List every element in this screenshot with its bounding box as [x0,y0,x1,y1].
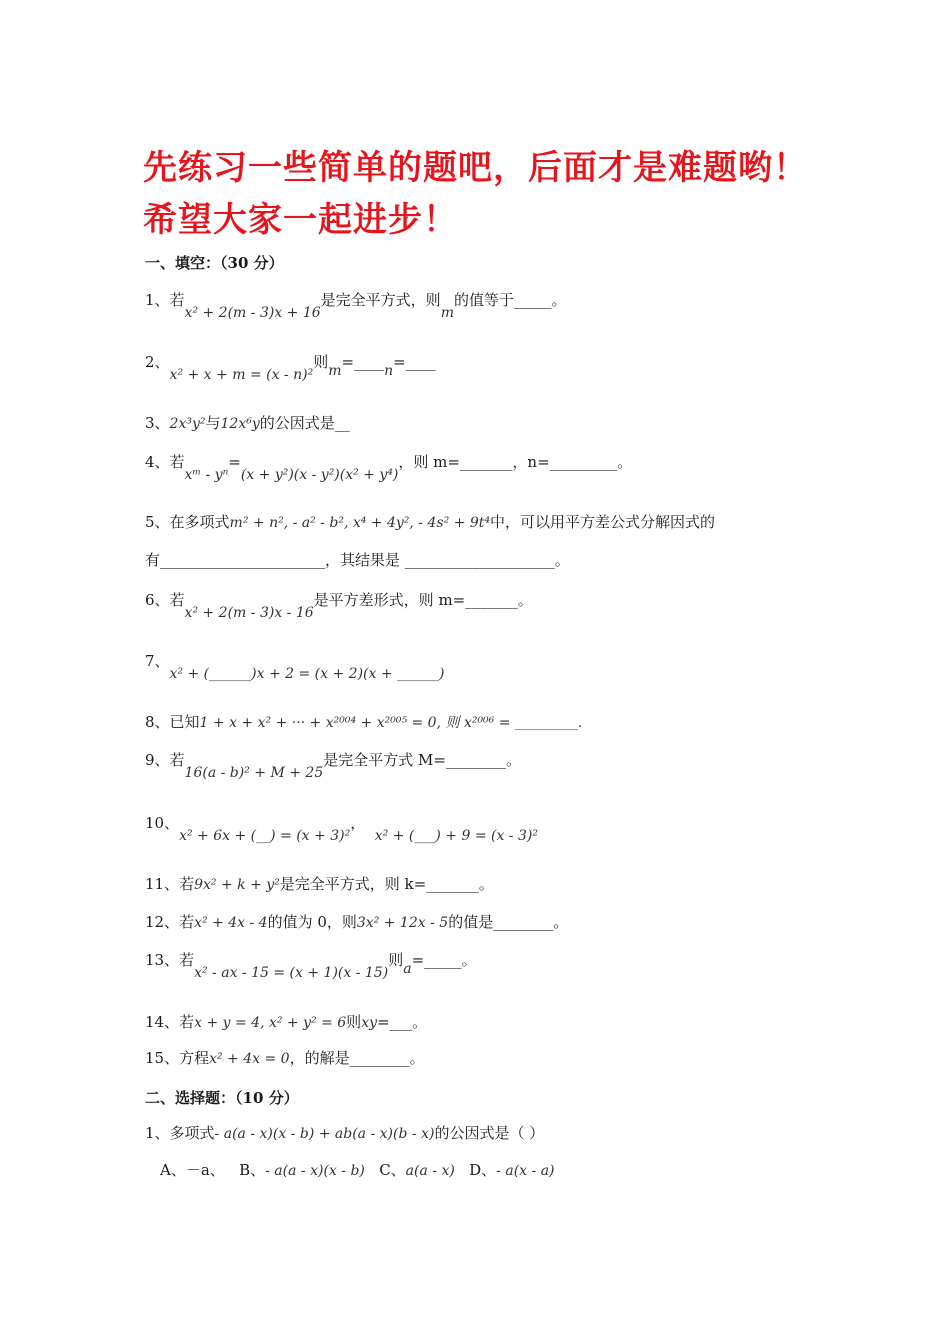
question-2 [145,352,436,383]
question-tail: 的公因式是（ ） [434,1124,545,1142]
option-c: a(a - x) [405,1163,455,1179]
question-number: 10、 [145,814,180,832]
option-d-label: D、 [469,1161,497,1179]
separator: ， [350,814,366,832]
math-expression: x² + 2(m - 3)x - 16 [184,605,314,621]
question-number: 13、若 [145,951,195,969]
question-tail: ______________________，其结果是 ____________________。 [160,551,570,569]
question-number: 1、若 [145,291,185,309]
question-tail: =_____。 [411,951,477,969]
option-b-label: B、 [239,1161,266,1179]
option-a: A、－a、 [160,1161,225,1179]
question-7 [145,651,445,682]
math-variable: m [328,363,342,379]
math-expression: x² + x + m = (x - n)² [169,367,314,383]
question-tail: 是完全平方式，则 k=_______。 [279,875,494,893]
math-expression: 3x² + 12x - 5 [356,915,449,931]
question-number: 6、若 [145,591,185,609]
math-expression: 16(a - b)² + M + 25 [184,765,324,781]
question-text: 有 [145,551,161,569]
question-tail: 是完全平方式 M=________。 [323,751,521,769]
math-variable: n [384,363,394,379]
math-expression: 9x² + k + y² [194,877,280,893]
question-5 [145,512,715,533]
question-number: 14、若 [145,1013,195,1031]
question-number: 15、方程 [145,1049,210,1067]
math-expression: x² + (______)x + 2 = (x + 2)(x + ______) [169,666,445,682]
question-tail: ，则 m=_______，n=_________。 [398,453,633,471]
question-10 [145,813,538,844]
math-expression: x² + 4x - 4 [194,915,268,931]
question-tail: 的值等于_____。 [453,291,567,309]
math-expression: 2x³y² [169,416,206,432]
question-12 [145,912,568,933]
section-1-title: 一、填空：（30 分） [145,254,284,272]
math-expression: xᵐ - yⁿ [184,467,229,483]
question-tail: =____ [393,353,436,371]
question-number: 11、若 [145,875,195,893]
question-tail: 是平方差形式，则 m=_______。 [313,591,533,609]
math-expression: - a(a - x)(x - b) + ab(a - x)(b - x) [214,1126,435,1142]
choice-options [160,1160,555,1181]
choice-question-1 [145,1123,544,1144]
question-6 [145,590,533,621]
question-3 [145,413,350,434]
question-number: 2、 [145,353,170,371]
question-1 [145,290,567,321]
math-expression: x² + 4x = 0 [209,1051,290,1067]
banner-line-1: 先练习一些简单的题吧，后面才是难题哟！ [143,148,808,188]
question-number: 12、若 [145,913,195,931]
math-expression: x + y = 4, x² + y² = 6 [194,1015,347,1031]
math-variable: xy [361,1015,377,1031]
question-tail: 的值是________。 [448,913,569,931]
section-2-title: 二、选择题：（10 分） [145,1089,299,1107]
math-variable: m [440,305,454,321]
math-expression: x² + (___) + 9 = (x - 3)² [374,828,538,844]
question-15 [145,1048,425,1069]
equals-sign: = [228,453,241,471]
question-tail: =____ [341,353,385,371]
math-expression: x² - ax - 15 = (x + 1)(x - 15) [194,965,389,981]
question-text: 是完全平方式，则 [320,291,441,309]
option-b: - a(a - x)(x - b) [265,1163,365,1179]
option-c-label: C、 [379,1161,406,1179]
question-number: 1、多项式 [145,1124,215,1142]
question-tail: =___。 [377,1013,428,1031]
math-expression: (x + y²)(x - y²)(x² + y⁴) [240,467,399,483]
question-8 [145,712,582,733]
question-number: 3、 [145,414,170,432]
question-13 [145,950,477,981]
question-number: 5、在多项式 [145,513,230,531]
question-text: 与 [205,414,221,432]
question-number: 7、 [145,652,170,670]
banner-line-2: 希望大家一起进步！ [143,200,458,240]
option-d: - a(x - a) [496,1163,555,1179]
question-text: 的值为 0，则 [267,913,357,931]
question-5-continued [145,550,570,570]
question-9 [145,750,521,781]
math-expression: 1 + x + x² + ··· + x²⁰⁰⁴ + x²⁰⁰⁵ = 0, 则 x²⁰⁰⁶ = _________. [199,715,583,731]
question-tail: ，的解是________。 [289,1049,425,1067]
question-number: 9、若 [145,751,185,769]
question-4 [145,452,633,483]
math-expression: 12x⁶y [220,416,260,432]
question-text: 则 [346,1013,362,1031]
question-number: 4、若 [145,453,185,471]
math-expression: x² + 2(m - 3)x + 16 [184,305,321,321]
question-tail: 的公因式是__ [259,414,350,432]
question-text: 则 [313,353,329,371]
question-number: 8、已知 [145,713,200,731]
question-14 [145,1012,427,1033]
math-expression: m² + n², - a² - b², x⁴ + 4y², - 4s² + 9t⁴ [229,515,490,531]
question-text: 则 [388,951,404,969]
question-tail: 中，可以用平方差公式分解因式的 [489,513,715,531]
math-variable: a [403,961,412,977]
math-expression: x² + 6x + (__) = (x + 3)² [179,828,351,844]
question-11 [145,874,494,895]
